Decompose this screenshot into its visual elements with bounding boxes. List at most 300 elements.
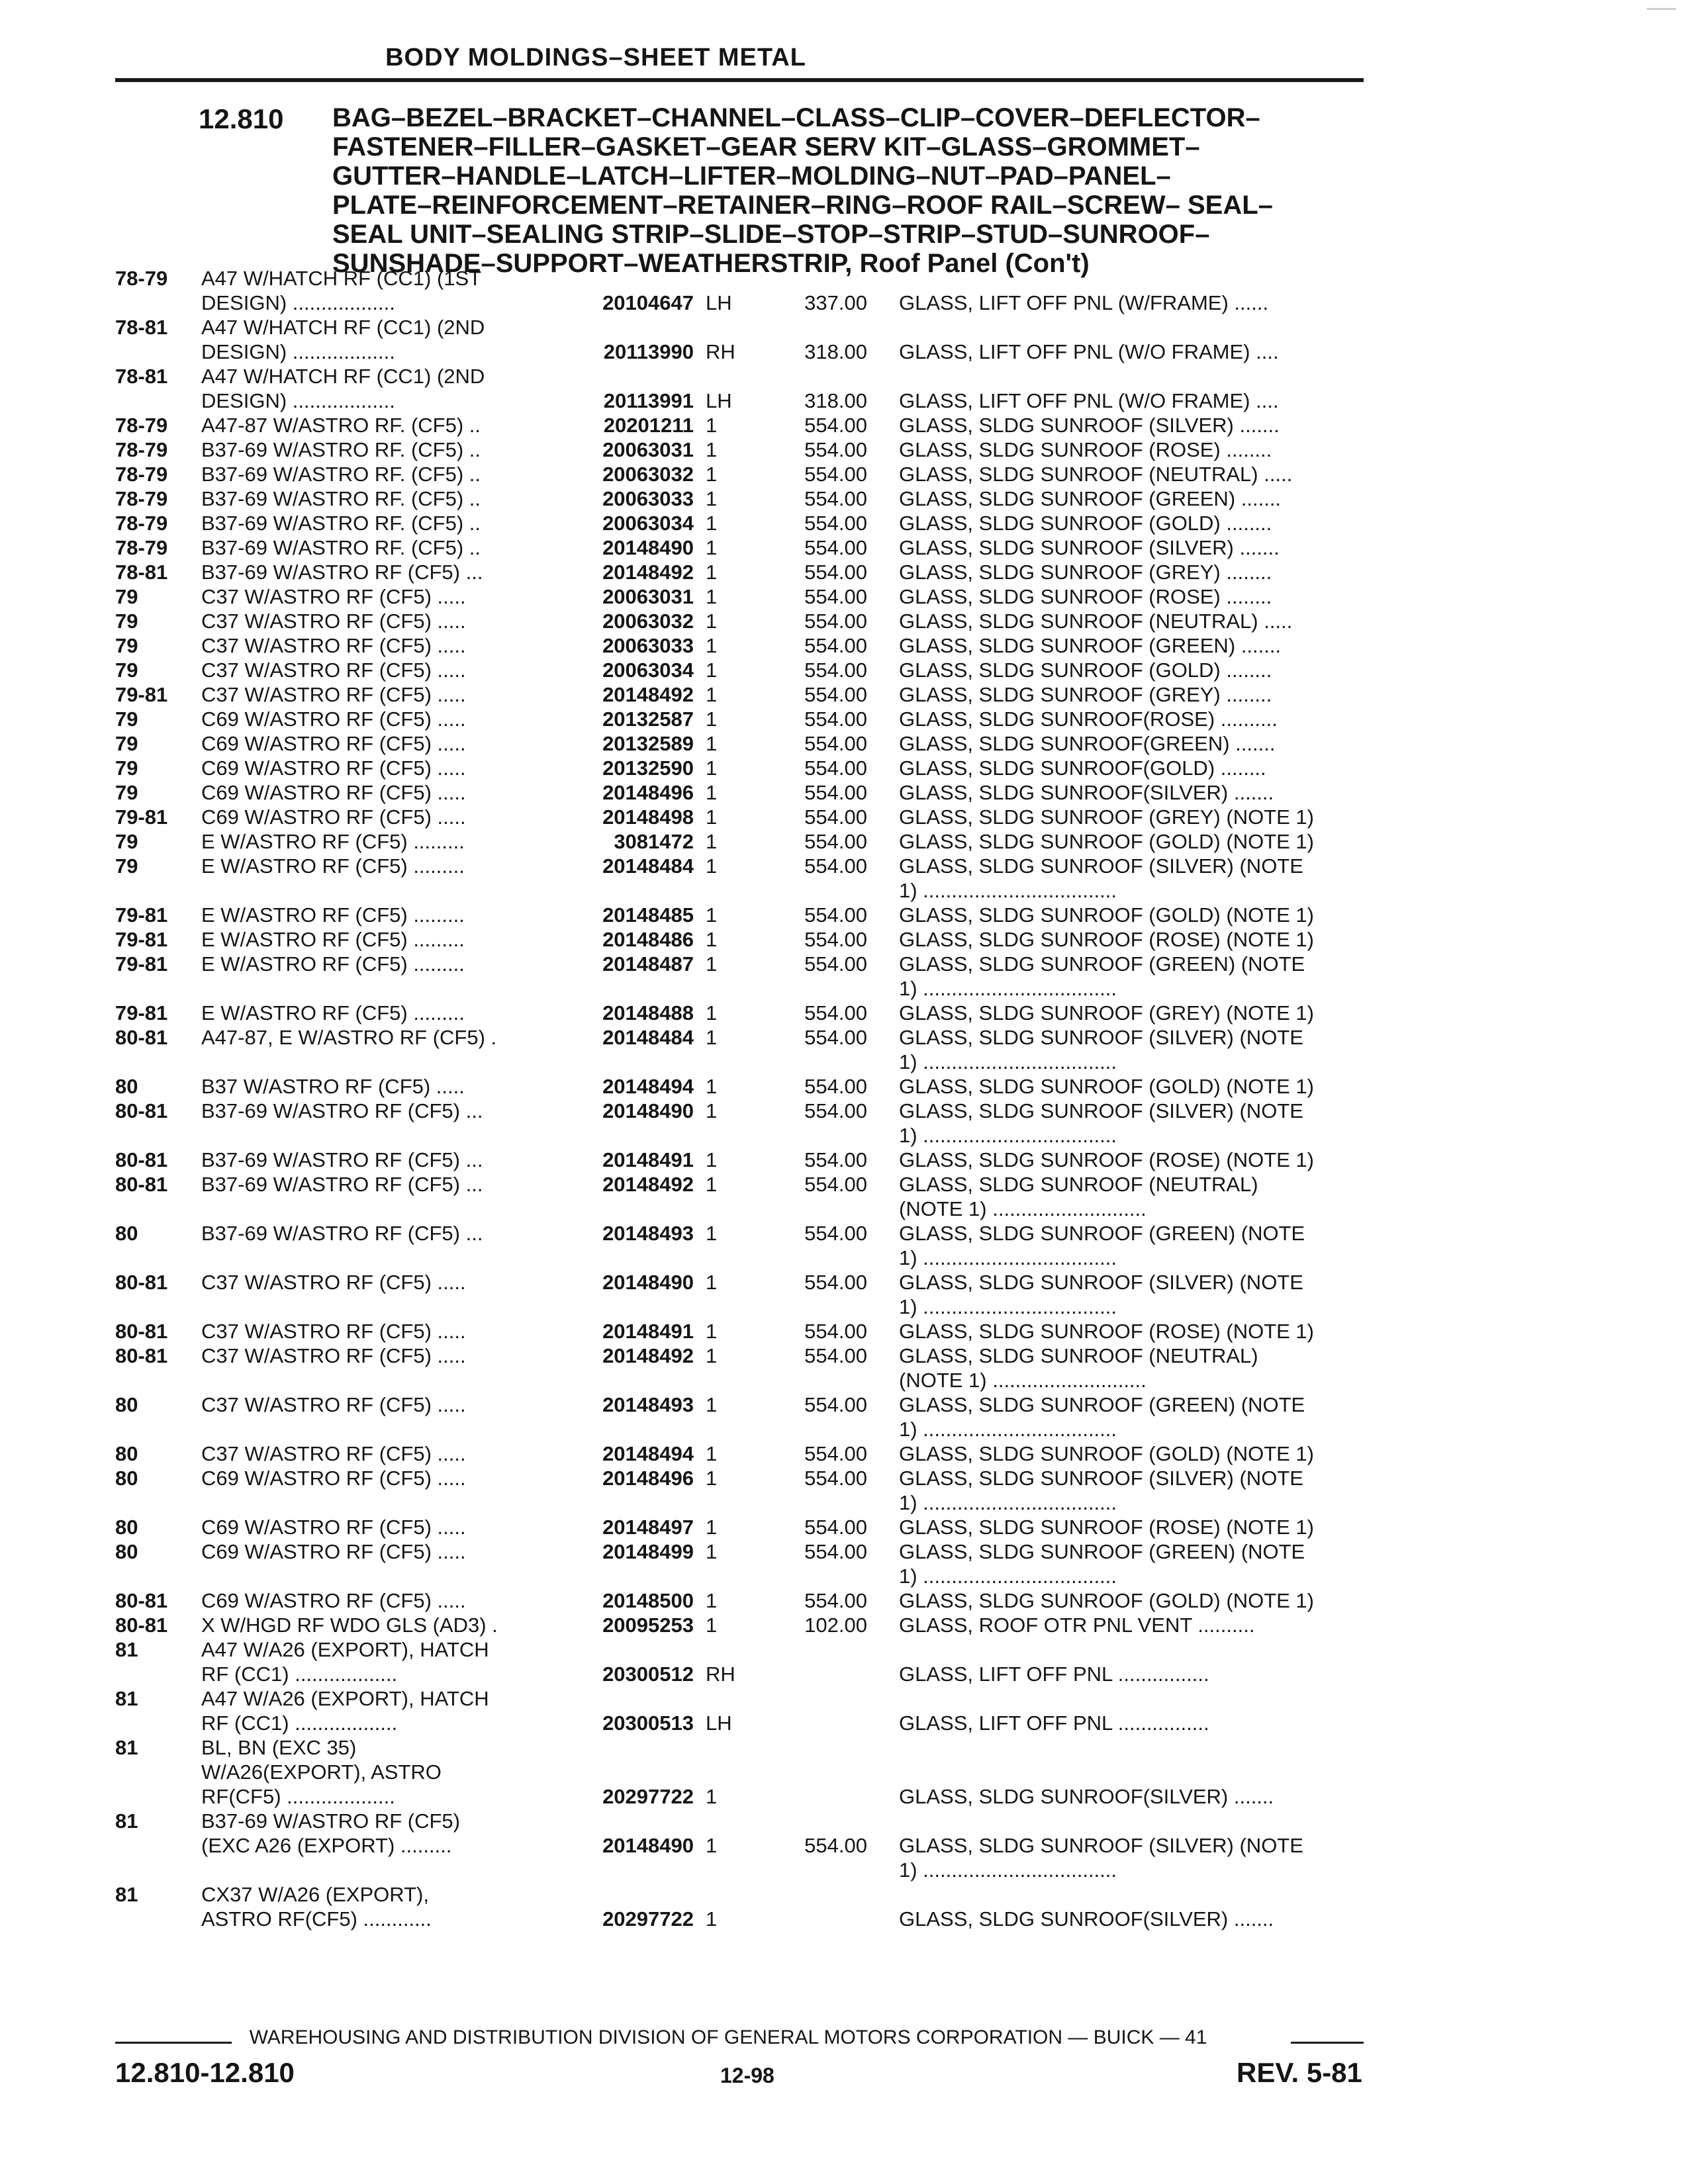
part-description: GLASS, SLDG SUNROOF (ROSE) ........ (899, 438, 1272, 461)
part-description: GLASS, SLDG SUNROOF (NEUTRAL) ..... (899, 463, 1293, 486)
price: 554.00 (804, 512, 867, 535)
application: C37 W/ASTRO RF (CF5) ..... (201, 1320, 466, 1343)
parts-row (0, 952, 1688, 976)
quantity: 1 (706, 463, 718, 486)
parts-row (0, 1613, 1688, 1637)
quantity: LH (706, 291, 732, 314)
year-range: 79-81 (115, 928, 168, 951)
quantity: 1 (706, 1099, 718, 1122)
year-range: 79 (115, 830, 138, 853)
year-range: 79 (115, 610, 138, 633)
quantity: 1 (706, 561, 718, 584)
application: RF(CF5) ................... (201, 1785, 395, 1808)
part-description: GLASS, SLDG SUNROOF (GOLD) ........ (899, 512, 1272, 535)
application: E W/ASTRO RF (CF5) ......... (201, 1001, 465, 1024)
part-number: 20104647 (602, 291, 694, 314)
parts-row (0, 903, 1688, 927)
application: A47 W/HATCH RF (CC1) (2ND (201, 365, 485, 388)
parts-row (0, 1343, 1688, 1368)
parts-row (0, 486, 1688, 511)
application: A47-87 W/ASTRO RF. (CF5) .. (201, 414, 481, 437)
application: C37 W/ASTRO RF (CF5) ..... (201, 1393, 466, 1416)
part-description: GLASS, ROOF OTR PNL VENT .......... (899, 1614, 1255, 1637)
parts-row (0, 1392, 1688, 1417)
application: A47 W/A26 (EXPORT), HATCH (201, 1687, 489, 1710)
year-range: 79 (115, 756, 138, 780)
part-number: 20095253 (602, 1614, 694, 1637)
year-range: 80-81 (115, 1614, 168, 1637)
year-range: 80 (115, 1540, 138, 1563)
part-description: GLASS, SLDG SUNROOF(GREEN) ....... (899, 732, 1276, 755)
year-range: 79 (115, 585, 138, 608)
price: 554.00 (804, 659, 867, 682)
year-range: 79 (115, 659, 138, 682)
application: C37 W/ASTRO RF (CF5) ..... (201, 659, 466, 682)
parts-row (0, 1490, 1688, 1515)
parts-row (0, 1246, 1688, 1270)
part-number: 20132589 (602, 732, 694, 755)
year-range: 78-79 (115, 414, 168, 437)
parts-row (0, 609, 1688, 633)
part-description: GLASS, SLDG SUNROOF (GREY) ........ (899, 683, 1272, 706)
application: W/A26(EXPORT), ASTRO (201, 1760, 442, 1784)
part-number: 20063034 (602, 659, 694, 682)
part-number: 20148496 (602, 781, 694, 804)
application: B37-69 W/ASTRO RF (CF5) (201, 1809, 460, 1833)
price: 554.00 (804, 732, 867, 755)
part-number: 20132587 (602, 707, 694, 731)
part-number: 20148490 (602, 1834, 694, 1857)
application: BL, BN (EXC 35) (201, 1736, 357, 1759)
part-number: 20148484 (602, 1026, 694, 1049)
part-number: 20148494 (602, 1442, 694, 1465)
quantity: 1 (706, 610, 718, 633)
parts-row (0, 1809, 1688, 1833)
year-range: 81 (115, 1638, 138, 1661)
part-description: GLASS, SLDG SUNROOF (GOLD) ........ (899, 659, 1272, 682)
parts-row (0, 462, 1688, 486)
quantity: 1 (706, 1173, 718, 1196)
price: 554.00 (804, 1442, 867, 1465)
price: 554.00 (804, 438, 867, 461)
parts-row (0, 315, 1688, 340)
year-range: 80 (115, 1393, 138, 1416)
price: 554.00 (804, 1026, 867, 1049)
quantity: 1 (706, 1516, 718, 1539)
parts-row (0, 878, 1688, 903)
year-range: 80-81 (115, 1099, 168, 1122)
application: C37 W/ASTRO RF (CF5) ..... (201, 1442, 466, 1465)
year-range: 80-81 (115, 1173, 168, 1196)
part-number: 20148492 (602, 561, 694, 584)
part-number: 20148490 (602, 1271, 694, 1294)
part-number: 20148488 (602, 1001, 694, 1024)
parts-row (0, 584, 1688, 609)
application: B37 W/ASTRO RF (CF5) ..... (201, 1075, 465, 1098)
application: C37 W/ASTRO RF (CF5) ..... (201, 610, 466, 633)
price: 554.00 (804, 1075, 867, 1098)
parts-row (0, 682, 1688, 707)
price: 318.00 (804, 389, 867, 412)
parts-row (0, 1515, 1688, 1539)
year-range: 79-81 (115, 903, 168, 927)
part-description: GLASS, LIFT OFF PNL (W/FRAME) ...... (899, 291, 1269, 314)
year-range: 79 (115, 634, 138, 657)
part-number: 20148492 (602, 1173, 694, 1196)
quantity: 1 (706, 683, 718, 706)
quantity: LH (706, 1711, 732, 1735)
year-range: 80 (115, 1075, 138, 1098)
part-number: 20113991 (603, 389, 694, 412)
part-description: GLASS, SLDG SUNROOF (GOLD) (NOTE 1) (899, 1442, 1314, 1465)
application: B37-69 W/ASTRO RF. (CF5) .. (201, 487, 481, 510)
section-line-text: SUNSHADE–SUPPORT–WEATHERSTRIP, (332, 249, 853, 278)
price: 554.00 (804, 634, 867, 657)
part-number: 20148493 (602, 1393, 694, 1416)
parts-row (0, 1564, 1688, 1588)
application: C69 W/ASTRO RF (CF5) ..... (201, 756, 466, 780)
quantity: 1 (706, 1907, 718, 1931)
quantity: 1 (706, 1467, 718, 1490)
part-number: 20148493 (602, 1222, 694, 1245)
parts-row (0, 291, 1688, 315)
section-description (332, 103, 1378, 278)
application: B37-69 W/ASTRO RF (CF5) ... (201, 1148, 483, 1171)
quantity: 1 (706, 1614, 718, 1637)
parts-row (0, 1784, 1688, 1809)
section-line: SEAL UNIT–SEALING STRIP–SLIDE–STOP–STRIP–STUD–SUNROOF– (332, 220, 1210, 249)
parts-row (0, 1907, 1688, 1931)
parts-row (0, 1172, 1688, 1197)
part-number: 20300512 (602, 1662, 694, 1686)
application: E W/ASTRO RF (CF5) ......... (201, 854, 465, 878)
parts-row (0, 1662, 1688, 1686)
part-description: GLASS, SLDG SUNROOF (NEUTRAL) ..... (899, 610, 1293, 633)
parts-row (0, 805, 1688, 829)
year-range: 80-81 (115, 1589, 168, 1612)
price: 102.00 (804, 1614, 867, 1637)
year-range: 80 (115, 1442, 138, 1465)
part-number: 20132590 (602, 756, 694, 780)
quantity: RH (706, 1662, 735, 1686)
year-range: 81 (115, 1736, 138, 1759)
parts-list (0, 266, 1688, 1931)
part-description: GLASS, SLDG SUNROOF (ROSE) (NOTE 1) (899, 1320, 1314, 1343)
year-range: 78-81 (115, 561, 168, 584)
parts-row (0, 976, 1688, 1001)
part-number: 20148490 (602, 536, 694, 559)
part-description: GLASS, SLDG SUNROOF(SILVER) ....... (899, 1907, 1274, 1931)
quantity: 1 (706, 903, 718, 927)
part-description: GLASS, SLDG SUNROOF (ROSE) (NOTE 1) (899, 928, 1314, 951)
parts-row (0, 829, 1688, 854)
application: A47 W/HATCH RF (CC1) (1ST (201, 267, 482, 290)
price: 554.00 (804, 1834, 867, 1857)
quantity: 1 (706, 1393, 718, 1416)
price: 554.00 (804, 1148, 867, 1171)
year-range: 79-81 (115, 1001, 168, 1024)
application: C37 W/ASTRO RF (CF5) ..... (201, 585, 466, 608)
parts-row (0, 707, 1688, 731)
section-line: GUTTER–HANDLE–LATCH–LIFTER–MOLDING–NUT–PAD–PANEL– (332, 161, 1171, 191)
part-number: 20148485 (602, 903, 694, 927)
parts-row (0, 927, 1688, 952)
year-range: 78-79 (115, 267, 168, 290)
section-number: 12.810 (199, 103, 284, 134)
parts-row (0, 1858, 1688, 1882)
part-number: 20063033 (602, 634, 694, 657)
year-range: 79-81 (115, 805, 168, 829)
quantity: 1 (706, 1344, 718, 1367)
year-range: 80-81 (115, 1271, 168, 1294)
part-number: 20148498 (602, 805, 694, 829)
parts-row (0, 535, 1688, 560)
part-description: GLASS, SLDG SUNROOF (GREEN) (NOTE (899, 952, 1305, 976)
year-range: 80-81 (115, 1320, 168, 1343)
year-range: 79 (115, 854, 138, 878)
application: C37 W/ASTRO RF (CF5) ..... (201, 1271, 466, 1294)
year-range: 78-81 (115, 316, 168, 339)
application: B37-69 W/ASTRO RF. (CF5) .. (201, 536, 481, 559)
part-description: 1) .................................. (899, 1491, 1117, 1514)
parts-row (0, 854, 1688, 878)
application: B37-69 W/ASTRO RF (CF5) ... (201, 1173, 483, 1196)
part-number: 20148491 (602, 1320, 694, 1343)
parts-row (0, 1417, 1688, 1441)
price: 554.00 (804, 903, 867, 927)
application: A47 W/HATCH RF (CC1) (2ND (201, 316, 485, 339)
part-number: 20063033 (602, 487, 694, 510)
parts-row (0, 1319, 1688, 1343)
part-number: 20297722 (602, 1907, 694, 1931)
part-description: GLASS, SLDG SUNROOF (SILVER) (NOTE (899, 1026, 1303, 1049)
application: X W/HGD RF WDO GLS (AD3) . (201, 1614, 498, 1637)
application: DESIGN) .................. (201, 389, 395, 412)
part-description: 1) .................................. (899, 1565, 1117, 1588)
part-description: 1) .................................. (899, 1295, 1117, 1318)
price: 554.00 (804, 585, 867, 608)
parts-row (0, 1074, 1688, 1099)
year-range: 78-79 (115, 463, 168, 486)
year-range: 81 (115, 1687, 138, 1710)
application: B37-69 W/ASTRO RF. (CF5) .. (201, 512, 481, 535)
quantity: 1 (706, 952, 718, 976)
price: 554.00 (804, 414, 867, 437)
part-description: GLASS, SLDG SUNROOF(ROSE) .......... (899, 707, 1278, 731)
quantity: 1 (706, 1026, 718, 1049)
part-description: GLASS, SLDG SUNROOF (ROSE) (NOTE 1) (899, 1148, 1314, 1171)
part-number: 20148500 (602, 1589, 694, 1612)
part-description: GLASS, SLDG SUNROOF (GOLD) (NOTE 1) (899, 1075, 1314, 1098)
year-range: 78-79 (115, 487, 168, 510)
header-rule (115, 78, 1364, 82)
quantity: 1 (706, 805, 718, 829)
application: E W/ASTRO RF (CF5) ......... (201, 830, 465, 853)
quantity: 1 (706, 1320, 718, 1343)
part-description: GLASS, SLDG SUNROOF (SILVER) (NOTE (899, 1467, 1303, 1490)
part-number: 20063032 (602, 610, 694, 633)
part-number: 20148494 (602, 1075, 694, 1098)
year-range: 79 (115, 781, 138, 804)
year-range: 78-79 (115, 512, 168, 535)
part-description: GLASS, SLDG SUNROOF (GREEN) ....... (899, 487, 1282, 510)
price: 554.00 (804, 1173, 867, 1196)
part-description: GLASS, SLDG SUNROOF (NEUTRAL) (899, 1344, 1258, 1367)
part-description: 1) .................................. (899, 1858, 1117, 1882)
part-number: 3081472 (614, 830, 694, 853)
parts-row (0, 658, 1688, 682)
quantity: 1 (706, 536, 718, 559)
quantity: 1 (706, 414, 718, 437)
price: 554.00 (804, 1001, 867, 1024)
part-description: GLASS, SLDG SUNROOF (ROSE) (NOTE 1) (899, 1516, 1314, 1539)
year-range: 81 (115, 1883, 138, 1906)
quantity: 1 (706, 512, 718, 535)
parts-row (0, 388, 1688, 413)
application: E W/ASTRO RF (CF5) ......... (201, 952, 465, 976)
application: B37-69 W/ASTRO RF (CF5) ... (201, 1222, 483, 1245)
scan-edge-mark (1647, 8, 1676, 10)
price: 554.00 (804, 536, 867, 559)
part-description: 1) .................................. (899, 1050, 1117, 1073)
part-number: 20063031 (602, 585, 694, 608)
quantity: 1 (706, 854, 718, 878)
quantity: 1 (706, 928, 718, 951)
part-number: 20148491 (602, 1148, 694, 1171)
part-number: 20148497 (602, 1516, 694, 1539)
quantity: 1 (706, 585, 718, 608)
parts-row (0, 1123, 1688, 1148)
application: C69 W/ASTRO RF (CF5) ..... (201, 1516, 466, 1539)
application: CX37 W/A26 (EXPORT), (201, 1883, 429, 1906)
quantity: 1 (706, 1834, 718, 1857)
part-description: GLASS, SLDG SUNROOF (NEUTRAL) (899, 1173, 1258, 1196)
part-description: GLASS, SLDG SUNROOF (SILVER) ....... (899, 414, 1280, 437)
year-range: 80 (115, 1516, 138, 1539)
quantity: 1 (706, 1442, 718, 1465)
parts-row (0, 1760, 1688, 1784)
application: C69 W/ASTRO RF (CF5) ..... (201, 1540, 466, 1563)
quantity: 1 (706, 634, 718, 657)
quantity: 1 (706, 756, 718, 780)
price: 554.00 (804, 1271, 867, 1294)
parts-row (0, 1833, 1688, 1858)
part-number: 20148492 (602, 683, 694, 706)
part-description: GLASS, SLDG SUNROOF (GREEN) (NOTE (899, 1393, 1305, 1416)
part-number: 20148490 (602, 1099, 694, 1122)
parts-row (0, 1735, 1688, 1760)
part-number: 20113990 (603, 340, 694, 363)
price: 554.00 (804, 781, 867, 804)
price: 554.00 (804, 1589, 867, 1612)
application: C69 W/ASTRO RF (CF5) ..... (201, 1467, 466, 1490)
application: B37-69 W/ASTRO RF. (CF5) .. (201, 438, 481, 461)
parts-row (0, 364, 1688, 388)
quantity: LH (706, 389, 732, 412)
parts-row (0, 1368, 1688, 1392)
quantity: 1 (706, 830, 718, 853)
price: 554.00 (804, 707, 867, 731)
year-range: 80 (115, 1222, 138, 1245)
application: A47 W/A26 (EXPORT), HATCH (201, 1638, 489, 1661)
quantity: 1 (706, 1075, 718, 1098)
parts-row (0, 756, 1688, 780)
parts-row (0, 1441, 1688, 1466)
parts-row (0, 266, 1688, 291)
parts-row (0, 633, 1688, 658)
part-description: (NOTE 1) ........................... (899, 1197, 1147, 1220)
parts-row (0, 731, 1688, 756)
part-description: 1) .................................. (899, 1418, 1117, 1441)
footer-division-text: WAREHOUSING AND DISTRIBUTION DIVISION OF GENERAL MOTORS CORPORATION — BUICK — 41 (249, 2026, 1207, 2048)
price: 318.00 (804, 340, 867, 363)
quantity: 1 (706, 1589, 718, 1612)
price: 554.00 (804, 487, 867, 510)
year-range: 80-81 (115, 1344, 168, 1367)
price: 554.00 (804, 1393, 867, 1416)
part-description: GLASS, SLDG SUNROOF (SILVER) (NOTE (899, 854, 1303, 878)
parts-row (0, 1270, 1688, 1295)
quantity: 1 (706, 1222, 718, 1245)
part-number: 20148486 (602, 928, 694, 951)
application: C69 W/ASTRO RF (CF5) ..... (201, 805, 466, 829)
price: 554.00 (804, 1320, 867, 1343)
quantity: 1 (706, 659, 718, 682)
part-description: GLASS, SLDG SUNROOF (GREEN) (NOTE (899, 1222, 1305, 1245)
part-description: GLASS, SLDG SUNROOF (GOLD) (NOTE 1) (899, 1589, 1314, 1612)
year-range: 80 (115, 1467, 138, 1490)
part-description: 1) .................................. (899, 1124, 1117, 1147)
price: 554.00 (804, 463, 867, 486)
part-description: 1) .................................. (899, 879, 1117, 902)
parts-row (0, 1637, 1688, 1662)
year-range: 79 (115, 732, 138, 755)
parts-row (0, 340, 1688, 364)
year-range: 79-81 (115, 683, 168, 706)
part-description: GLASS, SLDG SUNROOF (SILVER) (NOTE (899, 1834, 1303, 1857)
price: 554.00 (804, 1222, 867, 1245)
application: C69 W/ASTRO RF (CF5) ..... (201, 781, 466, 804)
part-number: 20300513 (602, 1711, 694, 1735)
part-description: GLASS, SLDG SUNROOF (GOLD) (NOTE 1) (899, 830, 1314, 853)
price: 554.00 (804, 854, 867, 878)
part-number: 20297722 (602, 1785, 694, 1808)
part-description: GLASS, SLDG SUNROOF (SILVER) ....... (899, 536, 1280, 559)
quantity: 1 (706, 1148, 718, 1171)
parts-row (0, 1197, 1688, 1221)
part-description: GLASS, SLDG SUNROOF (ROSE) ........ (899, 585, 1272, 608)
part-description: GLASS, SLDG SUNROOF(SILVER) ....... (899, 1785, 1274, 1808)
year-range: 80-81 (115, 1026, 168, 1049)
price: 554.00 (804, 561, 867, 584)
application: C37 W/ASTRO RF (CF5) ..... (201, 683, 466, 706)
parts-row (0, 1221, 1688, 1246)
parts-row (0, 511, 1688, 535)
part-number: 20148484 (602, 854, 694, 878)
price: 554.00 (804, 1540, 867, 1563)
year-range: 80-81 (115, 1148, 168, 1171)
part-number: 20063034 (602, 512, 694, 535)
price: 554.00 (804, 610, 867, 633)
page-title: BODY MOLDINGS–SHEET METAL (385, 44, 806, 71)
price: 554.00 (804, 1099, 867, 1122)
parts-row (0, 1050, 1688, 1074)
year-range: 78-79 (115, 438, 168, 461)
application: B37-69 W/ASTRO RF (CF5) ... (201, 1099, 483, 1122)
part-description: GLASS, SLDG SUNROOF(SILVER) ....... (899, 781, 1274, 804)
parts-row (0, 560, 1688, 584)
application: E W/ASTRO RF (CF5) ......... (201, 928, 465, 951)
